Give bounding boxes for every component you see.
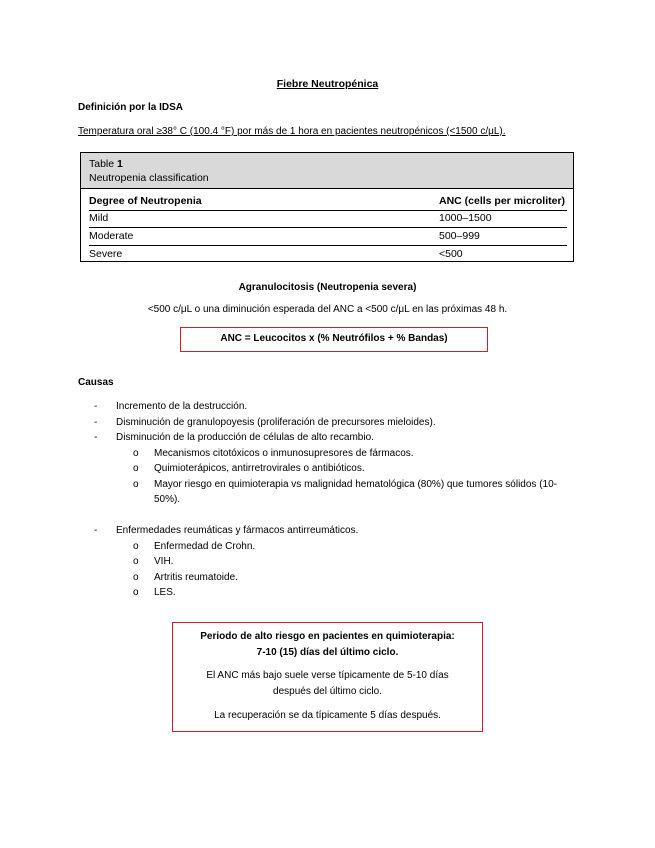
agranulocitosis-heading: Agranulocitosis (Neutropenia severa): [238, 282, 417, 293]
table-cell-anc: 500–999: [439, 230, 480, 242]
table-cell-degree: Severe: [89, 248, 123, 260]
list-item: Disminución de la producción de células de alto recambio.: [116, 432, 374, 443]
agranulocitosis-text: <500 c/μL o una diminución esperada del ANC a <500 c/μL en las próximas 48 h.: [147, 304, 508, 315]
table-header-anc: ANC (cells per microliter): [439, 195, 566, 207]
risk-line-3: El ANC más bajo suele verse típicamente de 5-10 días: [206, 670, 449, 681]
anc-formula-box: ANC = Leucocitos x (% Neutrófilos + % Bandas): [180, 327, 488, 352]
table-header-row: [89, 193, 567, 211]
table-cell-degree: Moderate: [89, 230, 134, 242]
circle-bullet: o: [133, 479, 139, 490]
dash-bullet: -: [94, 432, 98, 443]
table-cell-anc: 1000–1500: [439, 212, 492, 224]
table-row: [89, 228, 567, 246]
table-caption: [81, 153, 573, 189]
table-label: Table: [89, 158, 115, 170]
sub-list-item: Mayor riesgo en quimioterapia vs malignidad hematológica (80%) que tumores sólidos (10-50%).: [154, 479, 557, 505]
table-caption-text: Neutropenia classification: [89, 172, 209, 184]
table-header-degree: Degree of Neutropenia: [89, 195, 202, 207]
sub-list-item: Mecanismos citotóxicos o inmunosupresores de fármacos.: [154, 448, 414, 459]
definition-text: Temperatura oral ≥38° C (100.4 °F) por más de 1 hora en pacientes neutropénicos (<1500 c/μL).: [78, 126, 506, 137]
table-row: [89, 210, 567, 228]
table-row: [89, 246, 567, 263]
list-item: Incremento de la destrucción.: [116, 401, 248, 412]
circle-bullet: o: [133, 572, 139, 583]
sub-list-item: VIH.: [154, 556, 174, 567]
neutropenia-table: [80, 152, 574, 262]
circle-bullet: o: [133, 541, 139, 552]
dash-bullet: -: [94, 525, 98, 536]
sub-list-item: Quimioterápicos, antirretrovirales o antibióticos.: [154, 463, 365, 474]
table-cell-degree: Mild: [89, 212, 109, 224]
table-number: 1: [117, 158, 123, 170]
definition-heading: Definición por la IDSA: [78, 102, 184, 113]
dash-bullet: -: [94, 401, 98, 412]
risk-line-5: La recuperación se da típicamente 5 días después.: [214, 710, 441, 721]
risk-period-box: [172, 622, 483, 732]
sub-list-item: Enfermedad de Crohn.: [154, 541, 256, 552]
risk-line-1: Periodo de alto riesgo en pacientes en quimioterapia:: [200, 631, 455, 642]
list-item: Disminución de granulopoyesis (proliferación de precursores mieloides).: [116, 417, 436, 428]
table-cell-anc: <500: [439, 248, 463, 260]
dash-bullet: -: [94, 417, 98, 428]
circle-bullet: o: [133, 587, 139, 598]
page-title: Fiebre Neutropénica: [276, 78, 379, 90]
list-item: Enfermedades reumáticas y fármacos antirreumáticos.: [116, 525, 359, 536]
sub-list-item: Artritis reumatoide.: [154, 572, 238, 583]
risk-line-4: después del último ciclo.: [273, 686, 382, 697]
circle-bullet: o: [133, 463, 139, 474]
risk-line-2: 7-10 (15) días del último ciclo.: [256, 647, 399, 658]
circle-bullet: o: [133, 556, 139, 567]
sub-list-item: LES.: [154, 587, 176, 598]
circle-bullet: o: [133, 448, 139, 459]
causas-heading: Causas: [78, 377, 114, 388]
